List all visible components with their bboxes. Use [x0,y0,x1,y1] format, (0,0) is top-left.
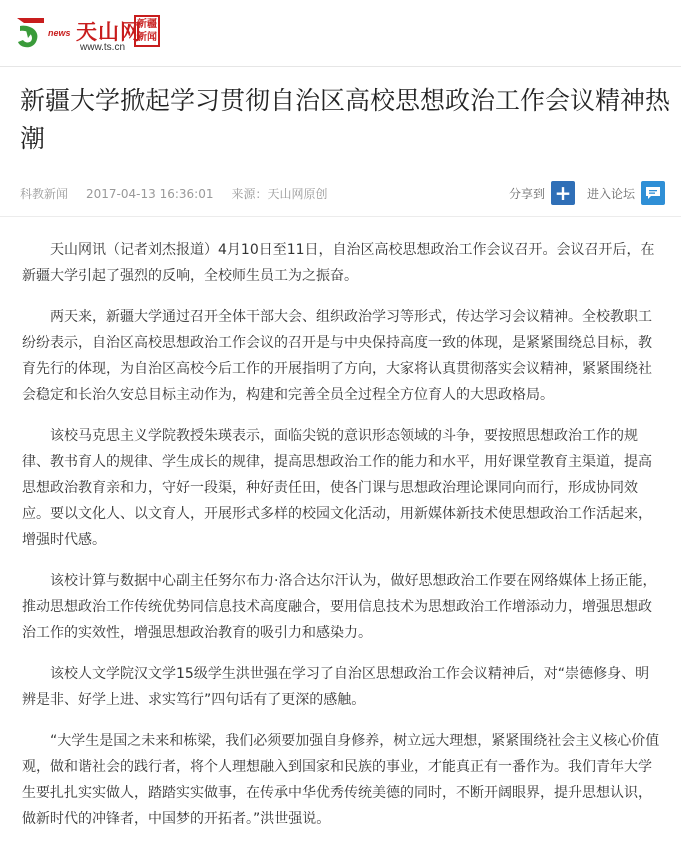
chat-bubble-icon[interactable] [641,181,665,205]
article-body [22,237,662,847]
article-paragraph: 该校人文学院汉文学15级学生洪世强在学习了自治区思想政治工作会议精神后，对“崇德修身、明辨是非、好学上进、求实笃行”四句话有了更深的感触。 [22,666,650,708]
plus-icon[interactable]: + [551,181,575,205]
article-meta [20,185,345,202]
site-header [0,0,681,66]
share-bar [509,181,665,205]
article-title: 新疆大学掀起学习贯彻自治区高校思想政治工作会议精神热潮 [20,86,671,153]
article-paragraph: 两天来，新疆大学通过召开全体干部大会、组织政治学习等形式，传达学习会议精神。全校教职工纷纷表示，自治区高校思想政治工作会议的召开是与中央保持高度一致的体现，是紧紧围绕总目标，教育先行的体现，为自治区高校今后工作的开展指明了方向，大家将认真贯彻落实会议精神，紧紧围绕社会稳定和长治久安总目标主动作为，构建和完善全员全过程全方位育人的大思政格局。 [22,309,652,403]
header-divider [0,66,681,67]
article-category[interactable]: 科教新闻 [20,187,69,201]
article-source: 来源：天山网原创 [231,187,328,201]
forum-label[interactable]: 进入论坛 [586,186,635,201]
logo-chinese-name: 天山网 [76,19,142,44]
article-paragraph: “大学生是国之未来和栋梁，我们必须要加强自身修养，树立远大理想，紧紧围绕社会主义核心价值观，做和谐社会的践行者，将个人理想融入到国家和民族的事业，才能真正有一番作为。我们青年大学生要扎扎实实做人，踏踏实实做事，在传承中华优秀传统美德的同时，不断开阔眼界，提升思想认识，做新时代的冲锋者，中国梦的开拓者。”洪世强说。 [22,733,660,827]
tianshan-logo-icon [14,12,52,52]
logo-url: www.ts.cn [80,42,126,53]
article-paragraph: 天山网讯（记者刘杰报道）4月10日至11日，自治区高校思想政治工作会议召开。会议召开后，在新疆大学引起了强烈的反响，全校师生员工为之振奋。 [22,242,655,284]
share-label: 分享到 [508,186,545,201]
seal-stamp: 新疆 新闻 [134,15,160,47]
logo-news-text: news [48,28,71,38]
article-datetime: 2017-04-13 16:36:01 [86,187,214,201]
meta-divider [0,216,681,217]
chat-bubble-glyph [645,186,661,200]
article-paragraph: 该校计算与数据中心副主任努尔布力·洛合达尔汗认为，做好思想政治工作要在网络媒体上扬正能，推动思想政治工作传统优势同信息技术高度融合，要用信息技术为思想政治工作增添动力，增强思想政治工作的实效性，增强思想政治教育的吸引力和感染力。 [22,573,657,641]
article-paragraph: 该校马克思主义学院教授朱瑛表示，面临尖锐的意识形态领域的斗争，要按照思想政治工作的规律、教书育人的规律、学生成长的规律，提高思想政治工作的能力和水平，用好课堂教育主渠道，提高思想政治教育亲和力，守好一段渠，种好责任田，使各门课与思想政治理论课同向而行，形成协同效应。要以文化人、以文育人，开展形式多样的校园文化活动，用新媒体新技术使思想政治工作活起来，增强时代感。 [22,428,652,548]
